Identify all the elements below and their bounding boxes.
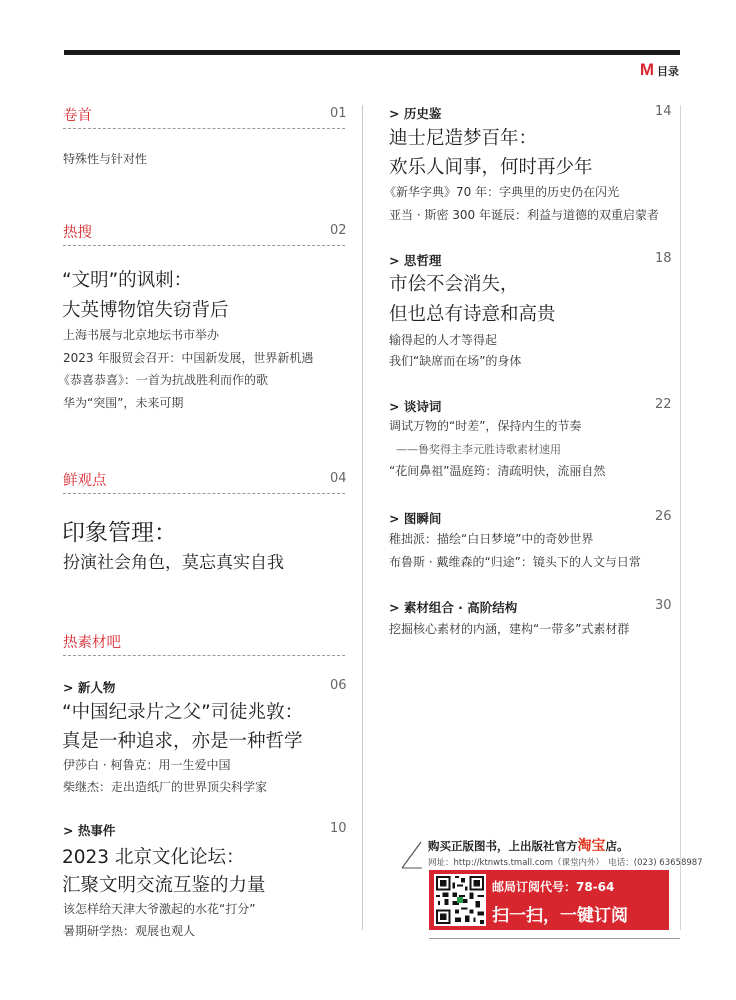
toc-entry[interactable]: 调试万物的“时差”，保持内生的节奏 (389, 419, 582, 433)
toc-entry[interactable]: 亚当 · 斯密 300 年诞辰：利益与道德的双重启蒙者 (389, 208, 659, 222)
toc-quote: ——鲁奖得主李元胜诗歌素材速用 (396, 443, 561, 456)
toc-entry[interactable]: 挖掘核心素材的内涵，建构“一带多”式素材群 (389, 622, 630, 636)
toc-entry[interactable]: 2023 年服贸会召开：中国新发展，世界新机遇 (63, 351, 314, 365)
headline-line1[interactable]: “中国纪录片之父”司徒兆敦： (62, 702, 304, 723)
category-label: > 谈诗词 (389, 399, 442, 414)
top-rule (64, 50, 680, 55)
category-label: > 热事件 (63, 823, 116, 838)
page-number: 10 (330, 821, 347, 836)
toc-entry[interactable]: 《新华字典》70 年：字典里的历史仍在闪光 (384, 185, 620, 199)
page-number: 02 (330, 223, 347, 238)
scan-to-subscribe[interactable]: 扫一扫，一键订阅 (492, 906, 628, 926)
headline-line2[interactable]: 扮演社会角色，莫忘真实自我 (63, 553, 284, 573)
category-label: > 新人物 (63, 680, 116, 695)
ad-headline (428, 835, 629, 855)
page-number: 26 (655, 509, 672, 524)
page-number: 14 (655, 104, 672, 119)
headline-line2[interactable]: 但也总有诗意和高贵 (389, 304, 556, 325)
section-title-juanshou: 卷首 (63, 108, 92, 124)
headline-line1[interactable]: 市侩不会消失， (389, 274, 519, 295)
toc-entry[interactable]: 输得起的人才等得起 (389, 333, 498, 347)
toc-entry[interactable]: 该怎样给天津大爷激起的水花“打分” (63, 902, 256, 916)
column-divider (362, 105, 363, 930)
toc-entry[interactable]: 暑期研学热：观展也观人 (63, 924, 196, 938)
ad-url: 网址：http://ktnwts.tmall.com（课堂内外） 电话：(023) 63658987 (428, 858, 703, 868)
toc-entry[interactable]: 柴继杰：走出造纸厂的世界顶尖科学家 (63, 780, 268, 794)
headline-line2[interactable]: 真是一种追求，亦是一种哲学 (62, 731, 303, 752)
taobao-logo: 淘宝 (577, 838, 606, 854)
page-number: 04 (330, 471, 347, 486)
bottom-rule (429, 938, 680, 939)
toc-entry[interactable]: 我们“缺席而在场”的身体 (389, 354, 522, 368)
section-title-resou: 热搜 (63, 225, 92, 241)
headline-line1[interactable]: 2023 北京文化论坛： (62, 847, 245, 868)
headline-line2[interactable]: 欢乐人间事，何时再少年 (389, 157, 593, 178)
page-number: 22 (655, 397, 672, 412)
toc-entry[interactable]: 伊莎白 · 柯鲁克：用一生爱中国 (63, 758, 231, 772)
toc-entry[interactable]: 《恭喜恭喜》：一首为抗战胜利而作的歌 (58, 373, 269, 387)
category-label: > 素材组合 · 高阶结构 (389, 600, 518, 615)
slash-decoration (400, 840, 422, 870)
category-label: > 图瞬间 (389, 511, 442, 526)
qr-code-icon[interactable] (434, 874, 486, 926)
tag-letter: M (639, 60, 654, 79)
right-border (680, 105, 681, 930)
dash-divider (63, 128, 345, 129)
headline-line2[interactable]: 汇聚文明交流互鉴的力量 (62, 875, 266, 896)
section-title-resucaiba: 热素材吧 (63, 635, 121, 651)
ad-text-a: 购买正版图书，上出版社官方 (428, 839, 578, 853)
toc-entry[interactable]: 华为“突围”，未来可期 (63, 396, 184, 410)
section-tag (640, 60, 679, 80)
headline-line1[interactable]: 印象管理： (62, 520, 177, 546)
ad-text-b: 店。 (605, 839, 629, 853)
section-title-xianguandian: 鲜观点 (63, 473, 107, 489)
dash-divider (63, 493, 345, 494)
category-label: > 思哲理 (389, 253, 442, 268)
toc-entry[interactable]: 上海书展与北京地坛书市举办 (63, 328, 220, 342)
page-number: 01 (330, 106, 347, 121)
toc-entry[interactable]: “花间鼻祖”温庭筠：清疏明快，流丽自然 (389, 464, 606, 478)
toc-entry[interactable]: 稚拙派：描绘“白日梦境”中的奇妙世界 (389, 532, 594, 546)
tag-text: 目录 (657, 65, 679, 78)
category-label: > 历史鉴 (389, 106, 442, 121)
headline-line1[interactable]: “文明”的讽刺： (62, 270, 193, 291)
toc-entry[interactable]: 特殊性与针对性 (63, 152, 148, 166)
subscribe-code: 邮局订阅代号：78-64 (492, 880, 615, 894)
headline-line2[interactable]: 大英博物馆失窃背后 (62, 300, 229, 321)
page-number: 30 (655, 598, 672, 613)
headline-line1[interactable]: 迪士尼造梦百年： (389, 128, 538, 149)
toc-entry[interactable]: 布鲁斯 · 戴维森的“归途”：镜头下的人文与日常 (389, 555, 641, 569)
page-number: 06 (330, 678, 347, 693)
dash-divider (63, 655, 345, 656)
dash-divider (63, 245, 345, 246)
page-number: 18 (655, 251, 672, 266)
